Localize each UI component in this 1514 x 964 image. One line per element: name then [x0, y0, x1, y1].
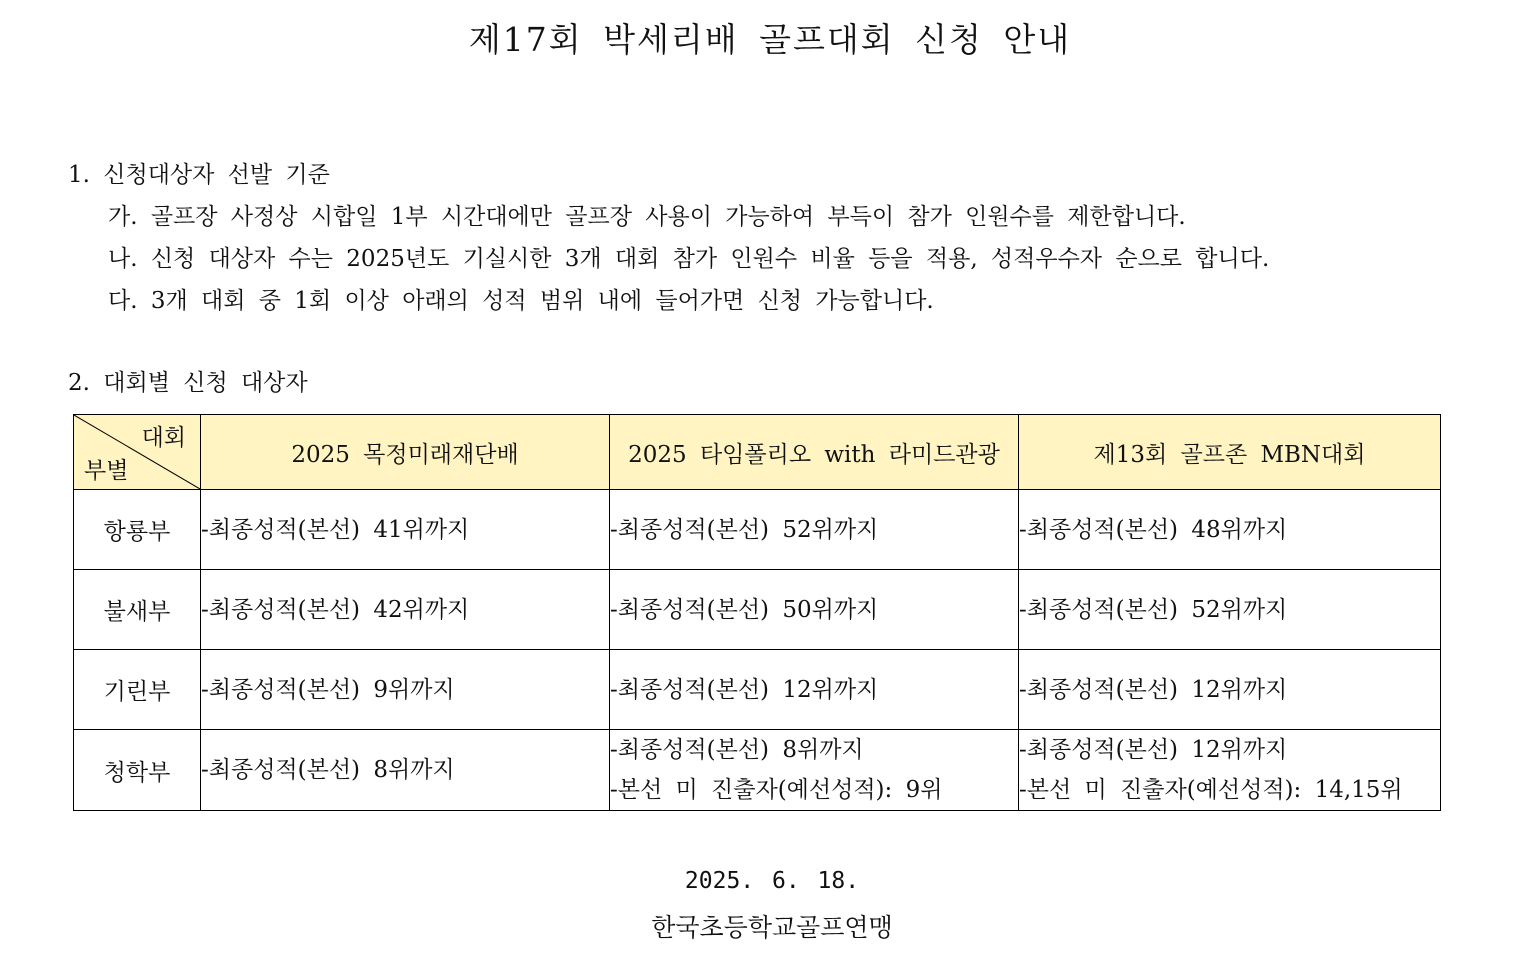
- criteria-line: -최종성적(본선) 8위까지: [201, 757, 455, 783]
- criteria-cell: [201, 490, 610, 570]
- organization-name: 한국초등학교골프연맹: [651, 913, 893, 942]
- table-row: [74, 570, 1441, 650]
- criteria-line: -최종성적(본선) 50위까지: [610, 596, 879, 623]
- page-title: 제17회 박세리배 골프대회 신청 안내: [468, 20, 1072, 59]
- column-header: 2025 타임폴리오 with 라미드관광: [610, 415, 1019, 490]
- criteria-line: -최종성적(본선) 8위까지: [610, 737, 864, 763]
- criteria-line: -최종성적(본선) 12위까지: [610, 676, 879, 703]
- corner-label-tournament: 대회: [141, 425, 186, 451]
- division-cell: 항룡부: [74, 490, 201, 570]
- division-cell: 불새부: [74, 570, 201, 650]
- criteria-cell: [201, 730, 610, 811]
- criteria-cell: [1019, 570, 1441, 650]
- criteria-line: -본선 미 진출자(예선성적): 9위: [610, 777, 943, 803]
- corner-header-cell: [74, 415, 201, 490]
- criteria-line: -최종성적(본선) 52위까지: [610, 516, 879, 543]
- eligibility-table: [73, 414, 1441, 811]
- criteria-cell: [201, 650, 610, 730]
- table-row: [74, 490, 1441, 570]
- criteria-item-ga: 가. 골프장 사정상 시합일 1부 시간대에만 골프장 사용이 가능하여 부득이 참가 인원수를 제한합니다.: [108, 204, 1186, 230]
- criteria-cell: [1019, 490, 1441, 570]
- column-header: 2025 목정미래재단배: [201, 415, 610, 490]
- criteria-line: -최종성적(본선) 9위까지: [201, 676, 455, 703]
- column-header: 제13회 골프존 MBN대회: [1019, 415, 1441, 490]
- criteria-line: -최종성적(본선) 12위까지: [1019, 676, 1288, 703]
- criteria-cell: [610, 650, 1019, 730]
- section2-heading: 2. 대회별 신청 대상자: [68, 370, 308, 396]
- corner-label-division: 부별: [84, 458, 129, 484]
- table-header-row: [74, 415, 1441, 490]
- criteria-line: -최종성적(본선) 41위까지: [201, 516, 470, 543]
- criteria-cell: [610, 730, 1019, 811]
- criteria-line: -본선 미 진출자(예선성적): 14,15위: [1019, 777, 1403, 803]
- criteria-item-na: 나. 신청 대상자 수는 2025년도 기실시한 3개 대회 참가 인원수 비율 등을 적용, 성적우수자 순으로 합니다.: [108, 246, 1270, 272]
- criteria-item-da: 다. 3개 대회 중 1회 이상 아래의 성적 범위 내에 들어가면 신청 가능합니다.: [108, 288, 934, 314]
- criteria-line: -최종성적(본선) 52위까지: [1019, 596, 1288, 623]
- table-row: [74, 650, 1441, 730]
- table-row: [74, 730, 1441, 811]
- criteria-line: -최종성적(본선) 12위까지: [1019, 737, 1288, 763]
- notice-date: 2025. 6. 18.: [684, 868, 860, 894]
- criteria-cell: [1019, 730, 1441, 811]
- criteria-cell: [1019, 650, 1441, 730]
- division-cell: 청학부: [74, 730, 201, 811]
- criteria-cell: [610, 490, 1019, 570]
- criteria-line: -최종성적(본선) 42위까지: [201, 596, 470, 623]
- criteria-line: -최종성적(본선) 48위까지: [1019, 516, 1288, 543]
- criteria-cell: [610, 570, 1019, 650]
- criteria-cell: [201, 570, 610, 650]
- section1-heading: 1. 신청대상자 선발 기준: [68, 162, 330, 188]
- division-cell: 기린부: [74, 650, 201, 730]
